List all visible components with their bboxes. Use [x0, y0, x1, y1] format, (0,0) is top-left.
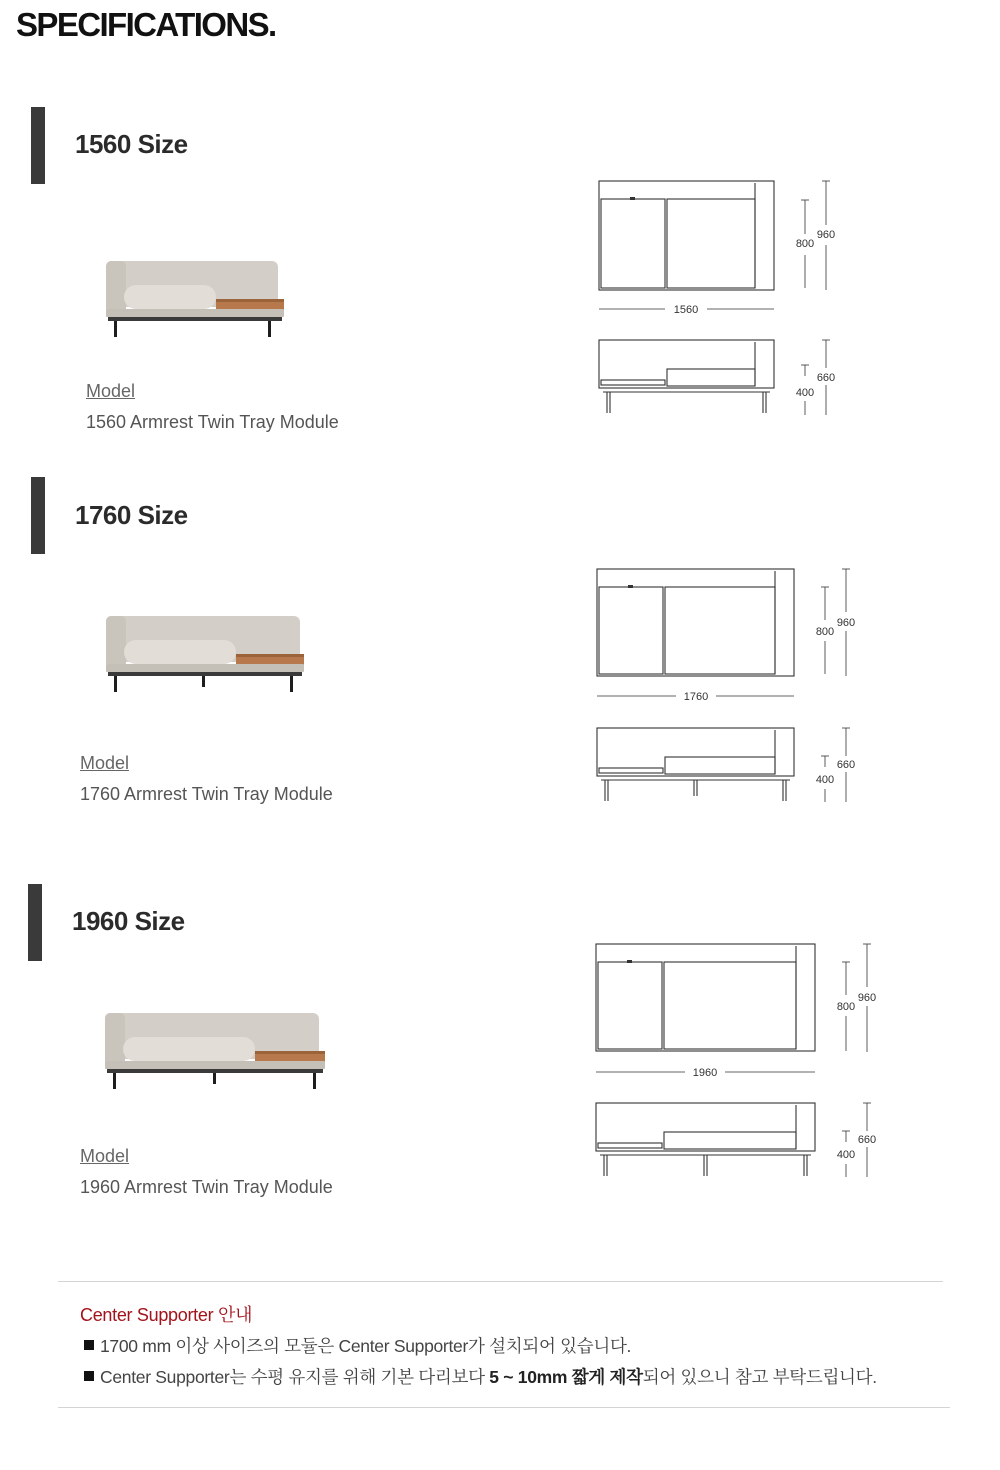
notice-item [84, 1364, 877, 1389]
dim-seat-depth: 800 [836, 1001, 856, 1013]
dim-width: 1560 [673, 304, 699, 316]
notice-item-text: Center Supporter는 수평 유지를 위해 기본 다리보다 [100, 1367, 490, 1387]
section-heading-1760: 1760 Size [75, 500, 188, 530]
notice-item-text: 1700 mm 이상 사이즈의 모듈은 Center Supporter가 설치되어 있습니다. [100, 1336, 632, 1356]
notice-item-emphasis: 5 ~ 10mm 짧게 제작 [489, 1367, 643, 1387]
sofa-photo-1760 [102, 610, 312, 700]
sofa-photo-1560 [102, 255, 292, 345]
model-name: 1760 Armrest Twin Tray Module [80, 784, 333, 804]
divider-top [58, 1281, 943, 1282]
dim-seat-height: 400 [795, 387, 815, 399]
dim-depth: 960 [836, 617, 856, 629]
square-bullet-icon [84, 1340, 94, 1350]
dimension-drawing-1560 [590, 175, 850, 425]
model-label: Model [80, 753, 130, 773]
dim-height: 660 [857, 1134, 877, 1146]
section-heading-1960: 1960 Size [72, 906, 185, 936]
dim-width: 1960 [692, 1067, 718, 1079]
divider-bottom [58, 1407, 950, 1408]
notice-title: Center Supporter 안내 [80, 1305, 253, 1325]
section-marker [31, 477, 45, 554]
page-title: SPECIFICATIONS. [16, 6, 276, 43]
sofa-photo-1960 [101, 1007, 331, 1097]
dim-seat-height: 400 [836, 1149, 856, 1161]
dimension-drawing-1960 [587, 937, 887, 1187]
dim-height: 660 [816, 372, 836, 384]
section-marker [28, 884, 42, 961]
dim-depth: 960 [816, 229, 836, 241]
dim-height: 660 [836, 759, 856, 771]
square-bullet-icon [84, 1371, 94, 1381]
notice-item-text: 되어 있으니 참고 부탁드립니다. [642, 1367, 877, 1387]
section-heading-1560: 1560 Size [75, 129, 188, 159]
model-label: Model [80, 1146, 130, 1166]
dim-depth: 960 [857, 992, 877, 1004]
dimension-drawing-1760 [588, 562, 868, 812]
dim-seat-depth: 800 [795, 238, 815, 250]
model-name: 1560 Armrest Twin Tray Module [86, 412, 339, 432]
model-label: Model [86, 381, 136, 401]
dim-width: 1760 [683, 691, 709, 703]
section-marker [31, 107, 45, 184]
dim-seat-depth: 800 [815, 626, 835, 638]
model-name: 1960 Armrest Twin Tray Module [80, 1177, 333, 1197]
dim-seat-height: 400 [815, 774, 835, 786]
notice-item [84, 1333, 631, 1358]
